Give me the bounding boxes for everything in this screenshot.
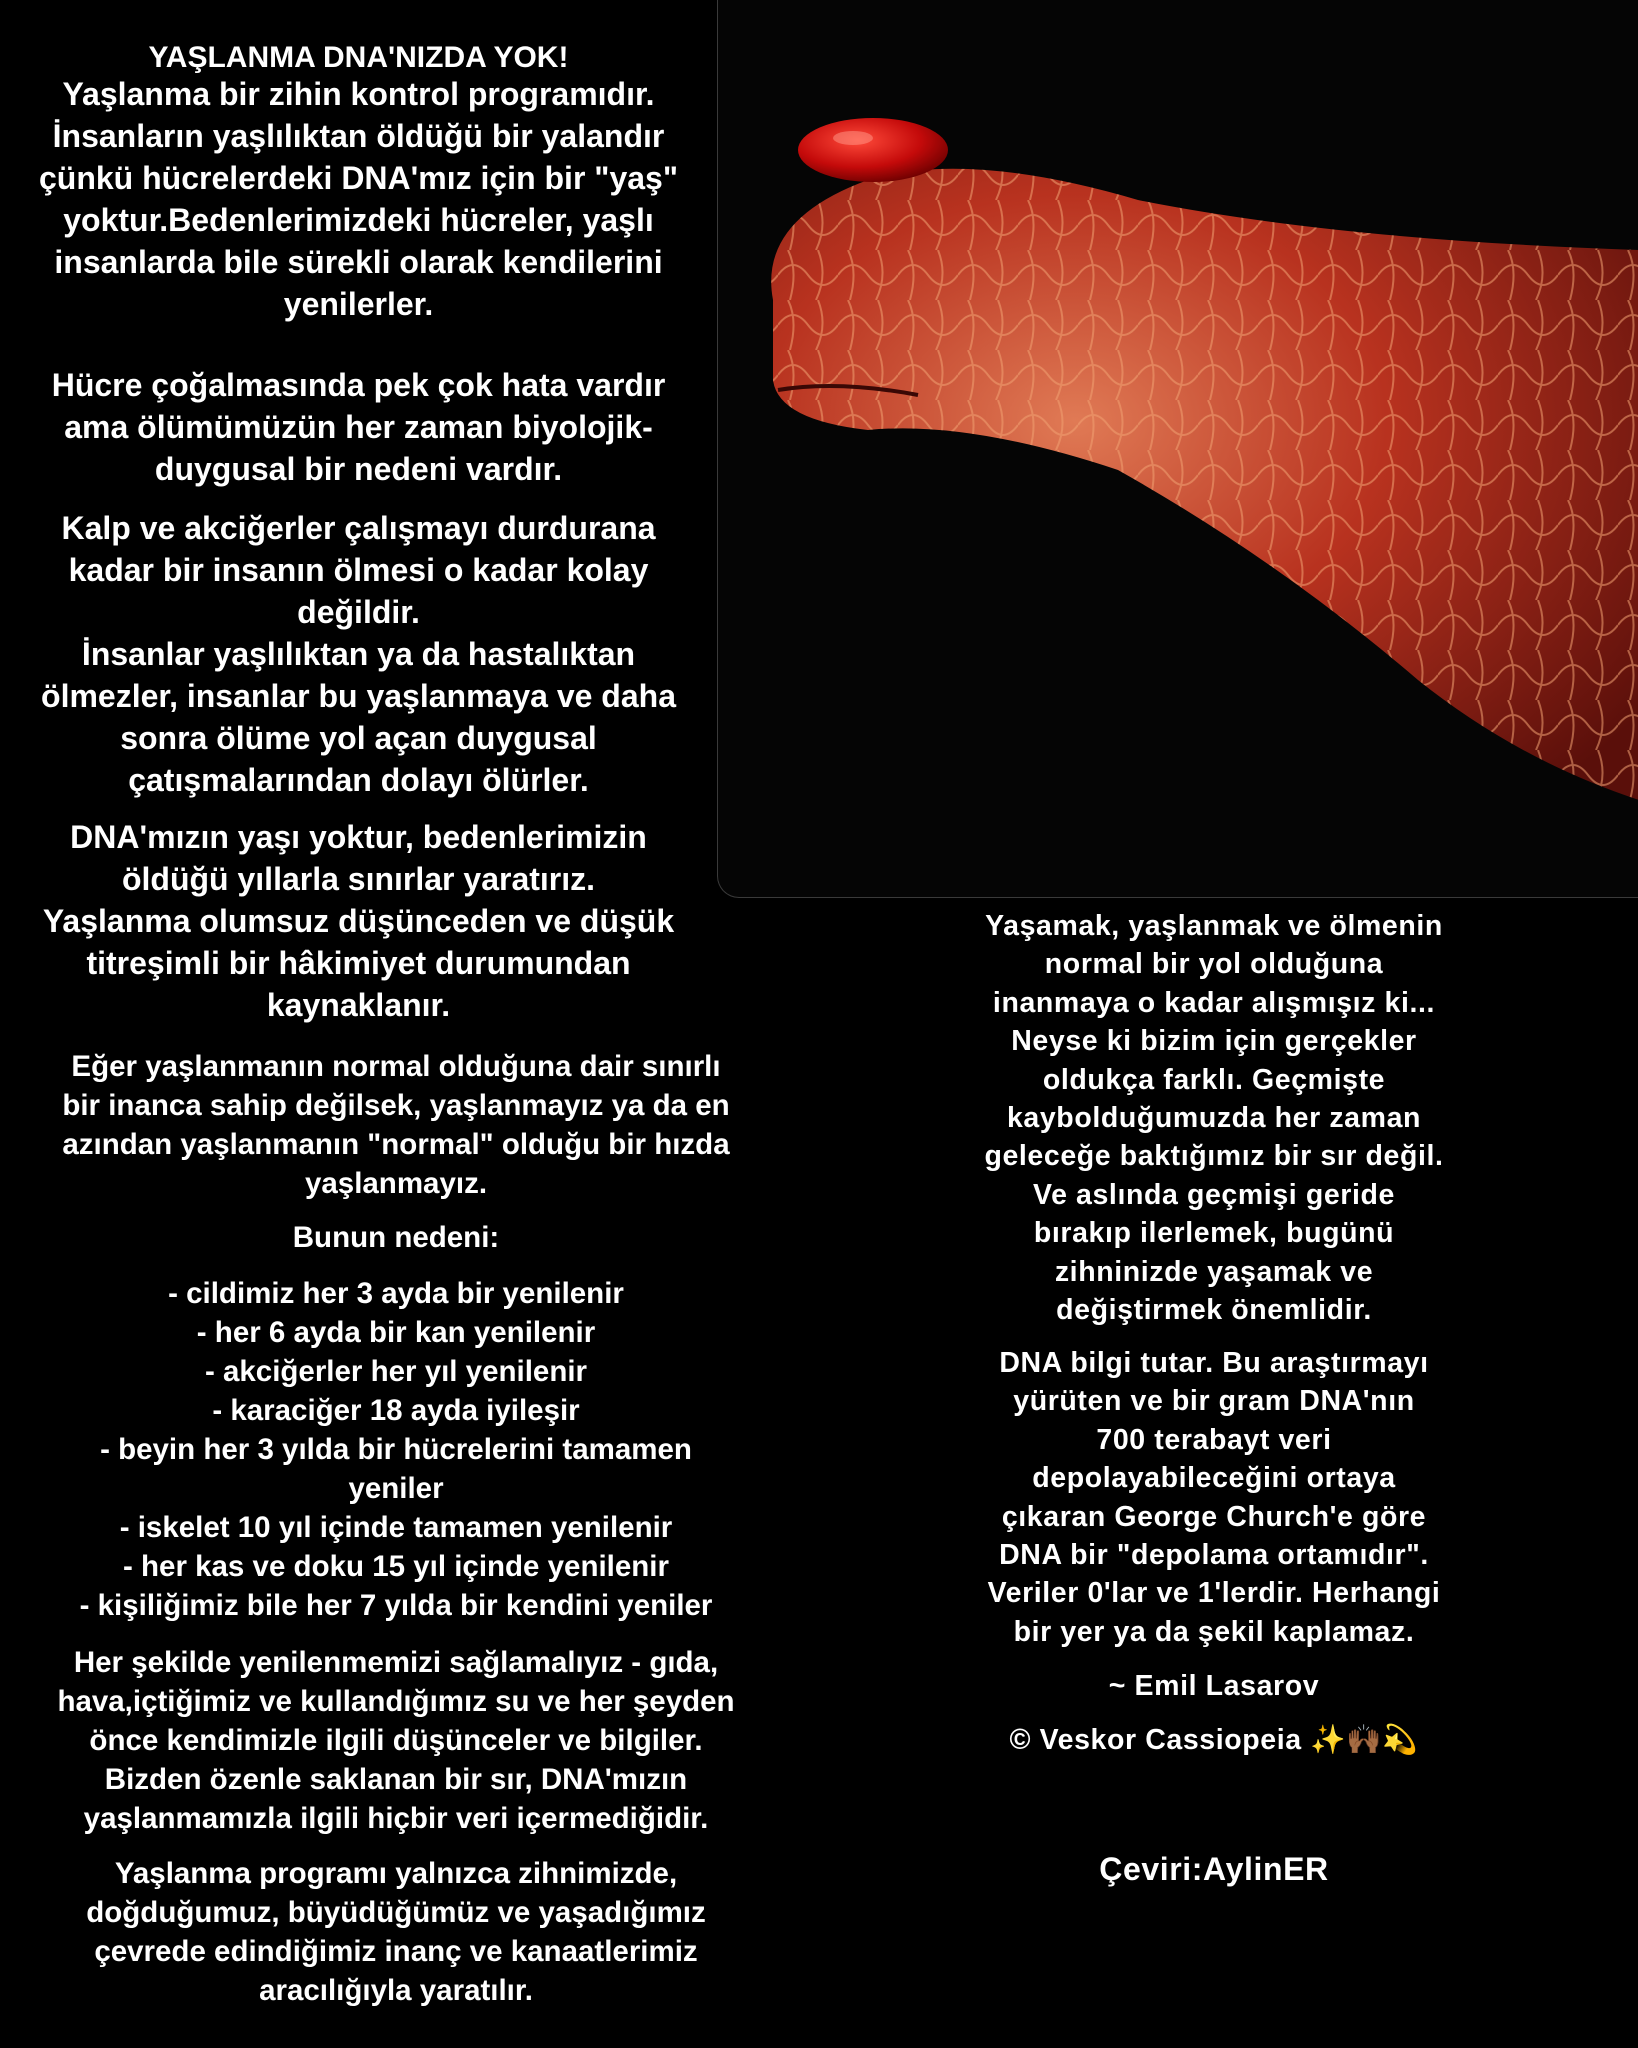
text-line: insanlarda bile sürekli olarak kendilerini [54,244,663,280]
text-line: önce kendimizle ilgili düşünceler ve bilgiler. [89,1724,703,1757]
text-line: - cildimiz her 3 ayda bir yenilenir [168,1277,624,1310]
renewal-list [0,1274,792,1625]
text-line: yoktur.Bedenlerimizdeki hücreler, yaşlı [63,202,654,238]
text-line: Ve aslında geçmişi geride [1033,1178,1395,1211]
text-line: geleceğe baktığımız bir sır değil. [984,1140,1444,1173]
text-line: yeniler [348,1472,444,1505]
text-line: titreşimli bir hâkimiyet durumundan [86,945,631,981]
text-line: Hücre çoğalmasında pek çok hata vardır [51,367,666,403]
text-line: - akciğerler her yıl yenilenir [204,1355,588,1388]
paragraph [0,73,717,325]
article-title: YAŞLANMA DNA'NIZDA YOK! [148,41,569,74]
text-line: inanmaya o kadar alışmışız ki... [992,986,1436,1019]
text-line: yürüten ve bir gram DNA'nın [1013,1385,1415,1418]
text-line: zihninizde yaşamak ve [1054,1255,1374,1288]
text-line: duygusal bir nedeni vardır. [154,451,563,487]
text-line: kaybolduğumuzda her zaman [1006,1102,1422,1135]
text-line: ama ölümümüzün her zaman biyolojik- [64,409,653,445]
text-line: - kişiliğimiz bile her 7 yılda bir kendini yeniler [79,1589,713,1622]
text-line: yenilerler. [283,286,434,322]
text-line: Neyse ki bizim için gerçekler [1011,1025,1417,1058]
text-line: yaşlanmayız. [304,1167,488,1200]
text-line: depolayabileceğini ortaya [1032,1462,1396,1495]
text-line: kaynaklanır. [266,987,451,1023]
text-line: İnsanların yaşlılıktan öldüğü bir yalandır [52,118,665,154]
text-line: normal bir yol olduğuna [1044,948,1384,981]
text-line: çünkü hücrelerdeki DNA'mız için bir "yaş" [38,160,679,196]
text-line: - karaciğer 18 ayda iyileşir [212,1394,580,1427]
text-line: sonra ölüme yol açan duygusal [120,720,597,756]
text-line: Yaşamak, yaşlanmak ve ölmenin [985,910,1443,942]
list-heading [0,1218,792,1257]
text-line: Bizden özenle saklanan bir sır, DNA'mızın [104,1763,688,1796]
text-line: - beyin her 3 yılda bir hücrelerini tamamen [100,1433,692,1466]
text-line: Bunun nedeni: [292,1221,500,1254]
text-line: çevrede edindiğimiz inanç ve kanaatlerimiz [94,1935,698,1968]
text-line: aracılığıyla yaratılır. [259,1974,533,2007]
text-line: Eğer yaşlanmanın normal olduğuna dair sınırlı [71,1050,721,1083]
text-line: çatışmalarından dolayı ölürler. [128,762,589,798]
text-line: bir inanca sahip değilsek, yaşlanmayız ya da en [62,1089,730,1122]
text-line: değildir. [297,594,420,630]
text-line: öldüğü yıllarla sınırlar yaratırız. [121,861,596,897]
text-line: Yaşlanma olumsuz düşünceden ve düşük [42,903,675,939]
text-line: Yaşlanma bir zihin kontrol programıdır. [62,76,655,112]
paragraph [0,1854,792,2010]
text-line: - iskelet 10 yıl içinde tamamen yenilenir [119,1511,673,1544]
text-line: DNA bir "depolama ortamıdır". [999,1539,1429,1572]
text-line: DNA'mızın yaşı yoktur, bedenlerimizin [70,819,647,855]
text-line: Her şekilde yenilenmemizi sağlamalıyız - gıda, [73,1646,719,1679]
paragraph [900,907,1528,1329]
copyright-line: © Veskor Cassiopeia ✨🙌🏾💫 [1009,1724,1419,1756]
text-line: çıkaran George Church'e göre [1001,1500,1427,1533]
paragraph [0,1643,792,1838]
paragraph [0,816,717,1026]
text-line: kadar bir insanın ölmesi o kadar kolay [68,552,649,588]
text-line: DNA bilgi tutar. Bu araştırmayı [999,1347,1429,1379]
paragraph [0,507,717,801]
text-line: yaşlanmamızla ilgili hiçbir veri içermediğidir. [83,1802,709,1835]
text-line: İnsanlar yaşlılıktan ya da hastalıktan [81,636,636,672]
paragraph [900,1344,1528,1651]
text-line: - her kas ve doku 15 yıl içinde yenilenir [123,1550,669,1583]
fingertip-blood-drop-image [717,0,1638,898]
text-line: - her 6 ayda bir kan yenilenir [196,1316,596,1349]
text-line: Kalp ve akciğerler çalışmayı durdurana [61,510,656,546]
text-line: azından yaşlanmanın "normal" olduğu bir hızda [62,1128,730,1161]
text-line: 700 terabayt veri [1096,1423,1332,1456]
text-line: Yaşlanma programı yalnızca zihnimizde, [114,1857,678,1890]
text-line: ölmezler, insanlar bu yaşlanmaya ve daha [41,678,676,714]
paragraph [0,364,717,490]
text-line: hava,içtiğimiz ve kullandığımız su ve her şeyden [57,1685,735,1718]
paragraph [0,1047,792,1203]
text-line: oldukça farklı. Geçmişte [1042,1063,1386,1096]
author-signature: ~ Emil Lasarov [1108,1670,1320,1702]
text-line: bir yer ya da şekil kaplamaz. [1013,1615,1415,1648]
translation-credit: Çeviri:AylinER [1099,1851,1329,1887]
text-line: bırakıp ilerlemek, bugünü [1033,1217,1395,1250]
text-line: değiştirmek önemlidir. [1056,1294,1372,1327]
text-line: doğduğumuz, büyüdüğümüz ve yaşadığımız [86,1896,706,1929]
text-line: Veriler 0'lar ve 1'lerdir. Herhangi [987,1577,1441,1610]
